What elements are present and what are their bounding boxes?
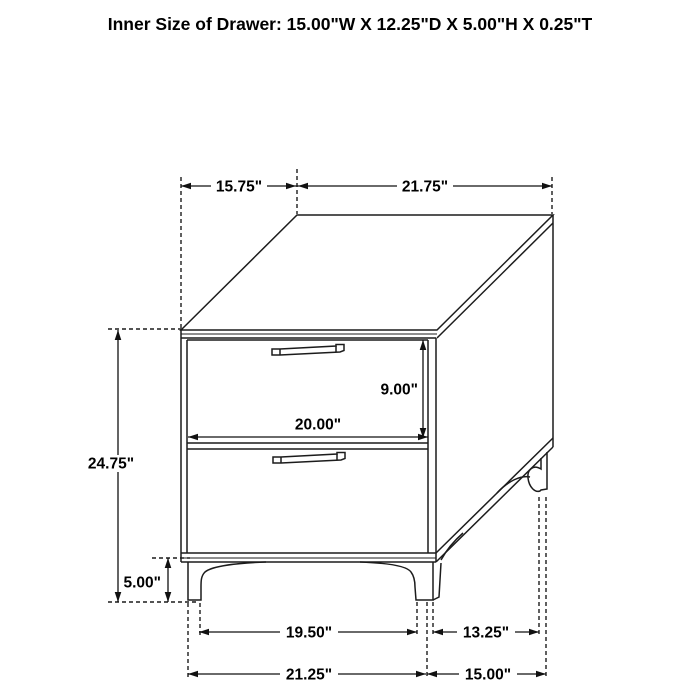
dim-leg-height: [123, 558, 171, 602]
dim-label-top-width: 21.75": [401, 178, 449, 196]
dim-drawer-width: [188, 417, 428, 441]
legs: [188, 452, 547, 600]
dim-bottom-overall: [188, 666, 546, 684]
dim-label-leg-height: 5.00": [123, 574, 161, 592]
dim-drawer-height: [380, 340, 426, 438]
drawer-handles: [272, 345, 345, 464]
dim-label-drawer-width: 20.00": [294, 416, 342, 434]
dim-overall-height: [82, 330, 140, 602]
side-panel: [436, 215, 553, 562]
dim-label-front-bottom-width: 21.25": [285, 666, 333, 684]
dim-label-top-depth: 15.75": [215, 178, 263, 196]
drawer-handle-bottom: [273, 453, 345, 464]
dim-label-drawer-height: 9.00": [380, 381, 418, 399]
furniture-drawing: [181, 215, 553, 600]
dim-label-front-feet-span: 19.50": [285, 624, 333, 642]
dim-feet-spans: [199, 624, 539, 642]
drawer-handle-top: [272, 345, 344, 356]
dim-label-overall-height: 24.75": [87, 455, 135, 473]
dim-label-side-bottom-depth: 15.00": [464, 666, 512, 684]
top-panel: [181, 215, 553, 338]
front-face: [181, 330, 436, 562]
dim-top-depth-and-width: [181, 177, 552, 196]
diagram-title: Inner Size of Drawer: 15.00"W X 12.25"D X 5.00"H X 0.25"T: [107, 14, 593, 34]
dim-label-side-feet-span: 13.25": [462, 624, 510, 642]
